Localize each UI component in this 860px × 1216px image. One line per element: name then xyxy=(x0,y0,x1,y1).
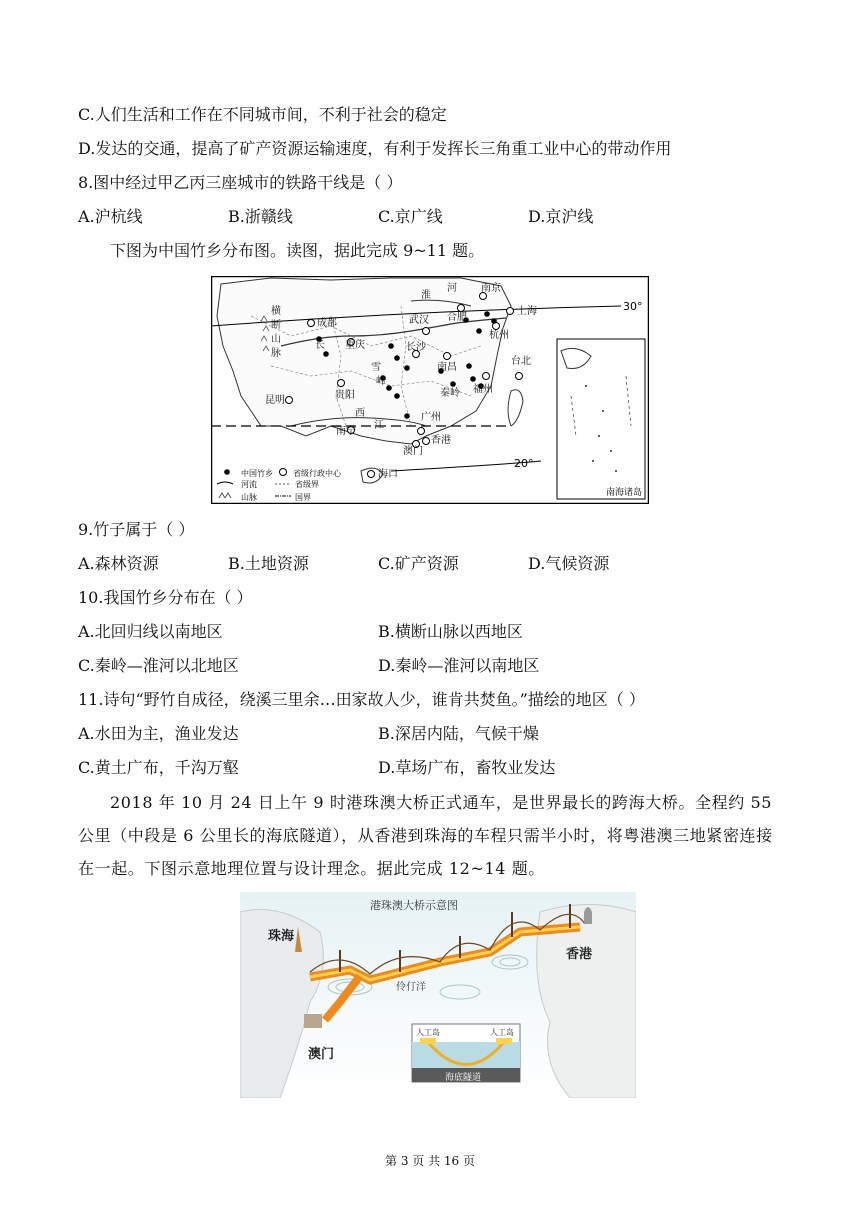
svg-text:西: 西 xyxy=(355,408,365,419)
q10-option-c: C.秦岭—淮河以北地区 xyxy=(78,656,239,675)
q8-option-b: B.浙赣线 xyxy=(228,207,293,226)
intro-12-14: 2018 年 10 月 24 日上午 9 时港珠澳大桥正式通车，是世界最长的跨海大桥。全程约 55 公里（中段是 6 公里长的海底隧道），从香港到珠海的车程只需半小时，将粤港澳三地紧密连接在一起。下图示意地理位置与设计理念。据此完成 12~14 题。 xyxy=(78,793,773,878)
q11-option-b: B.深居内陆，气候干燥 xyxy=(378,724,539,743)
svg-text:澳门: 澳门 xyxy=(403,446,423,457)
svg-text:国界: 国界 xyxy=(295,493,311,502)
q11-option-c: C.黄土广布，千沟万壑 xyxy=(78,758,239,777)
svg-text:昆明: 昆明 xyxy=(265,395,285,406)
svg-text:山脉: 山脉 xyxy=(241,493,257,502)
svg-text:重庆: 重庆 xyxy=(345,340,365,351)
option-c-previous: C.人们生活和工作在不同城市间，不利于社会的稳定 xyxy=(78,105,447,124)
svg-text:秦岭: 秦岭 xyxy=(440,388,460,399)
svg-text:长: 长 xyxy=(315,340,325,351)
inset-label: 南海诸岛 xyxy=(606,488,643,498)
q9-option-b: B.土地资源 xyxy=(228,554,309,573)
q9-option-c: C.矿产资源 xyxy=(378,554,459,573)
svg-text:香港: 香港 xyxy=(431,435,451,446)
lat-30-label: 30° xyxy=(623,300,643,313)
svg-text:省级行政中心: 省级行政中心 xyxy=(293,469,341,478)
question-11: 11.诗句“野竹自成径，绕溪三里余…田家故人少，谁肯共焚鱼。”描绘的地区（ ） xyxy=(78,690,645,709)
legend-capital-icon xyxy=(280,469,287,476)
q10-option-a: A.北回归线以南地区 xyxy=(78,622,223,641)
svg-text:武汉: 武汉 xyxy=(409,315,429,326)
lingdingyang-label: 伶仃洋 xyxy=(396,982,426,993)
svg-text:上海: 上海 xyxy=(517,306,537,317)
svg-text:雪: 雪 xyxy=(371,362,381,373)
svg-text:脉: 脉 xyxy=(271,348,281,359)
legend-bamboo-icon xyxy=(224,469,230,475)
svg-text:河流: 河流 xyxy=(241,480,257,489)
svg-text:杭州: 杭州 xyxy=(489,330,509,341)
q10-option-b: B.横断山脉以西地区 xyxy=(378,622,523,641)
svg-text:淮: 淮 xyxy=(421,290,431,301)
bridge-title: 港珠澳大桥示意图 xyxy=(370,899,458,912)
tunnel-label: 海底隧道 xyxy=(445,1073,482,1083)
hongkong-landmark xyxy=(584,907,592,924)
map-svg xyxy=(211,276,649,504)
question-8: 8.图中经过甲乙丙三座城市的铁路干线是（ ） xyxy=(78,173,403,192)
q9-option-d: D.气候资源 xyxy=(528,554,610,573)
svg-text:南昌: 南昌 xyxy=(437,362,457,373)
svg-text:山: 山 xyxy=(271,334,281,345)
svg-text:台北: 台北 xyxy=(511,356,531,367)
option-d-previous: D.发达的交通，提高了矿产资源运输速度，有利于发挥长三角重工业中心的带动作用 xyxy=(78,139,672,158)
svg-text:横: 横 xyxy=(271,306,281,317)
svg-text:断: 断 xyxy=(271,320,281,331)
svg-text:省级界: 省级界 xyxy=(295,480,319,489)
q11-option-d: D.草场广布，畜牧业发达 xyxy=(378,758,556,777)
q11-option-a: A.水田为主，渔业发达 xyxy=(78,724,239,743)
svg-text:合肥: 合肥 xyxy=(447,312,467,323)
macau-landmark xyxy=(304,1014,322,1028)
macau-label: 澳门 xyxy=(308,1047,335,1062)
svg-text:贵阳: 贵阳 xyxy=(335,390,355,401)
artificial-island-right xyxy=(496,1038,512,1044)
zhuhai-label: 珠海 xyxy=(268,929,295,944)
svg-text:河: 河 xyxy=(447,283,457,294)
svg-text:江: 江 xyxy=(374,420,384,431)
svg-text:南京: 南京 xyxy=(481,283,501,294)
island-left-label: 人工岛 xyxy=(416,1028,440,1037)
question-10: 10.我国竹乡分布在（ ） xyxy=(78,588,253,607)
hzmb-diagram xyxy=(240,892,636,1098)
bamboo-distribution-map xyxy=(211,276,649,504)
svg-text:广州: 广州 xyxy=(421,412,441,423)
intro-9-11: 下图为中国竹乡分布图。读图，据此完成 9~11 题。 xyxy=(110,241,485,260)
svg-text:南宁: 南宁 xyxy=(336,426,356,437)
question-9: 9.竹子属于（ ） xyxy=(78,520,195,539)
island-right-label: 人工岛 xyxy=(490,1028,514,1037)
svg-text:峰: 峰 xyxy=(376,376,386,387)
q9-option-a: A.森林资源 xyxy=(78,554,159,573)
svg-text:长沙: 长沙 xyxy=(406,342,426,353)
hongkong-label: 香港 xyxy=(566,947,593,962)
svg-text:海口: 海口 xyxy=(378,469,398,480)
q8-option-a: A.沪杭线 xyxy=(78,207,143,226)
artificial-island-left xyxy=(420,1038,436,1044)
q8-option-c: C.京广线 xyxy=(378,207,443,226)
page-footer: 第 3 页 共 16 页 xyxy=(385,1154,475,1168)
lat-20-label: 20° xyxy=(514,457,534,470)
q10-option-d: D.秦岭—淮河以南地区 xyxy=(378,656,540,675)
q8-option-d: D.京沪线 xyxy=(528,207,594,226)
svg-text:成都: 成都 xyxy=(317,318,337,329)
svg-text:福州: 福州 xyxy=(473,384,493,395)
svg-text:中国竹乡: 中国竹乡 xyxy=(241,469,273,478)
bridge-svg xyxy=(240,892,636,1098)
